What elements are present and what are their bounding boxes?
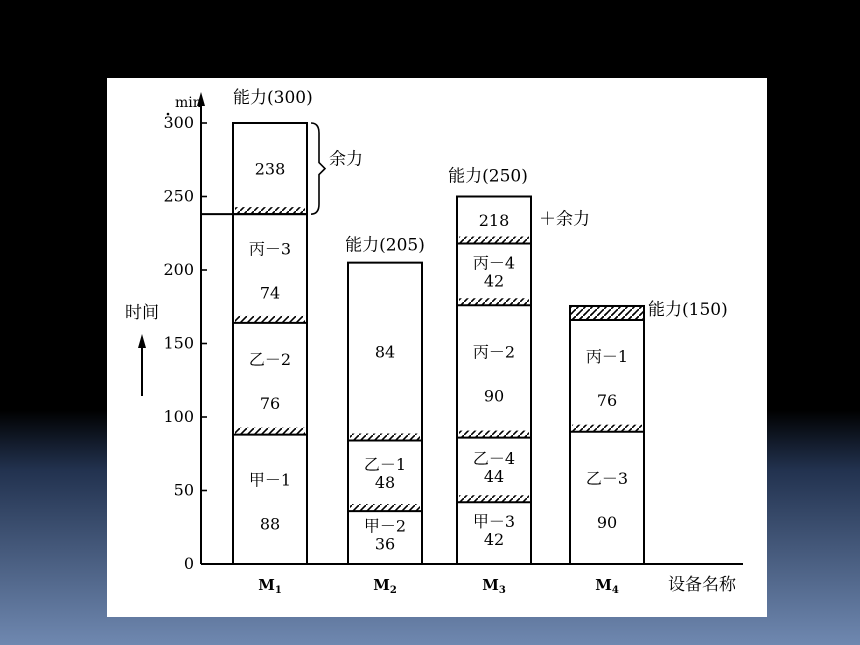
segment-value-label: 48	[374, 472, 396, 492]
bar-stack	[448, 167, 590, 565]
hatch-boundary	[459, 431, 529, 438]
hatch-boundary	[350, 434, 420, 441]
bar-outline	[457, 197, 531, 565]
segment-value-label: 76	[259, 393, 281, 413]
segment-name-label: 甲－2	[363, 516, 407, 536]
segment-value-label: 88	[259, 514, 281, 534]
figure-panel	[107, 78, 767, 617]
remainder-brace	[311, 123, 325, 214]
capacity-label: 能力(150)	[648, 299, 728, 320]
segment-name-label: 乙－2	[248, 349, 292, 369]
segment-value-label: 44	[483, 466, 505, 486]
x-tick-label: $M_2$	[373, 576, 397, 596]
segment-value-label: 42	[483, 271, 505, 291]
x-axis-title: 设备名称	[668, 575, 736, 595]
bar-stack	[570, 300, 728, 564]
y-tick-label: 100	[163, 407, 194, 426]
segment-name-label: 甲－1	[248, 470, 292, 490]
segment-name-label: 甲－3	[472, 512, 516, 532]
segment-name-label: 乙－4	[472, 448, 516, 468]
hatch-boundary	[459, 495, 529, 502]
x-tick-label: $M_4$	[595, 576, 619, 596]
y-tick-label: 150	[163, 333, 194, 353]
segment-value-label: 76	[596, 390, 618, 410]
bar-outline	[233, 123, 307, 564]
top-block-label: 84	[374, 342, 396, 362]
segment-name-label: 丙－4	[472, 253, 516, 273]
capacity-chart	[107, 78, 767, 617]
bar-stack	[345, 236, 425, 564]
segment-name-label: 丙－3	[248, 239, 292, 259]
segment-value-label: 74	[259, 283, 281, 303]
segment-name-label: 乙－1	[363, 454, 407, 474]
segment-value-label: 90	[483, 386, 505, 406]
hatch-boundary	[235, 207, 305, 214]
y-unit-label: min	[175, 95, 202, 111]
hatch-boundary	[459, 237, 529, 244]
y-tick-label: 250	[163, 186, 194, 206]
capacity-cap	[570, 306, 644, 320]
hatch-boundary	[572, 425, 642, 432]
bars-layer	[201, 88, 728, 564]
segment-name-label: 丙－2	[472, 342, 516, 362]
segment-name-label: 丙－1	[585, 346, 629, 366]
y-tick-label: 50	[173, 480, 194, 500]
capacity-label: 能力(205)	[345, 235, 425, 256]
y-tick-label: 200	[163, 260, 194, 279]
hatch-boundary	[350, 504, 420, 511]
segment-value-label: 36	[374, 534, 396, 554]
y-tick-label: 0	[183, 554, 194, 573]
y-axis-label-arrow	[138, 334, 146, 396]
hatch-boundary	[235, 428, 305, 435]
y-tick-label: 300	[163, 113, 194, 132]
segment-name-label: 乙－3	[585, 468, 629, 488]
remainder-label: ＋余力	[539, 209, 590, 230]
hatch-boundary	[459, 298, 529, 305]
x-tick-labels	[258, 576, 619, 596]
x-tick-label: $M_1$	[258, 576, 282, 596]
y-axis-label: 时间	[125, 303, 159, 323]
capacity-label: 能力(300)	[233, 88, 313, 108]
top-block-label: 238	[254, 159, 286, 179]
x-tick-label: $M_3$	[482, 576, 506, 596]
bar-stack	[201, 88, 363, 564]
segment-value-label: 90	[596, 512, 618, 532]
remainder-label: 余力	[329, 149, 363, 170]
capacity-label: 能力(250)	[448, 166, 528, 187]
top-block-label: 218	[478, 211, 510, 231]
hatch-boundary	[235, 316, 305, 323]
segment-value-label: 42	[483, 530, 505, 550]
